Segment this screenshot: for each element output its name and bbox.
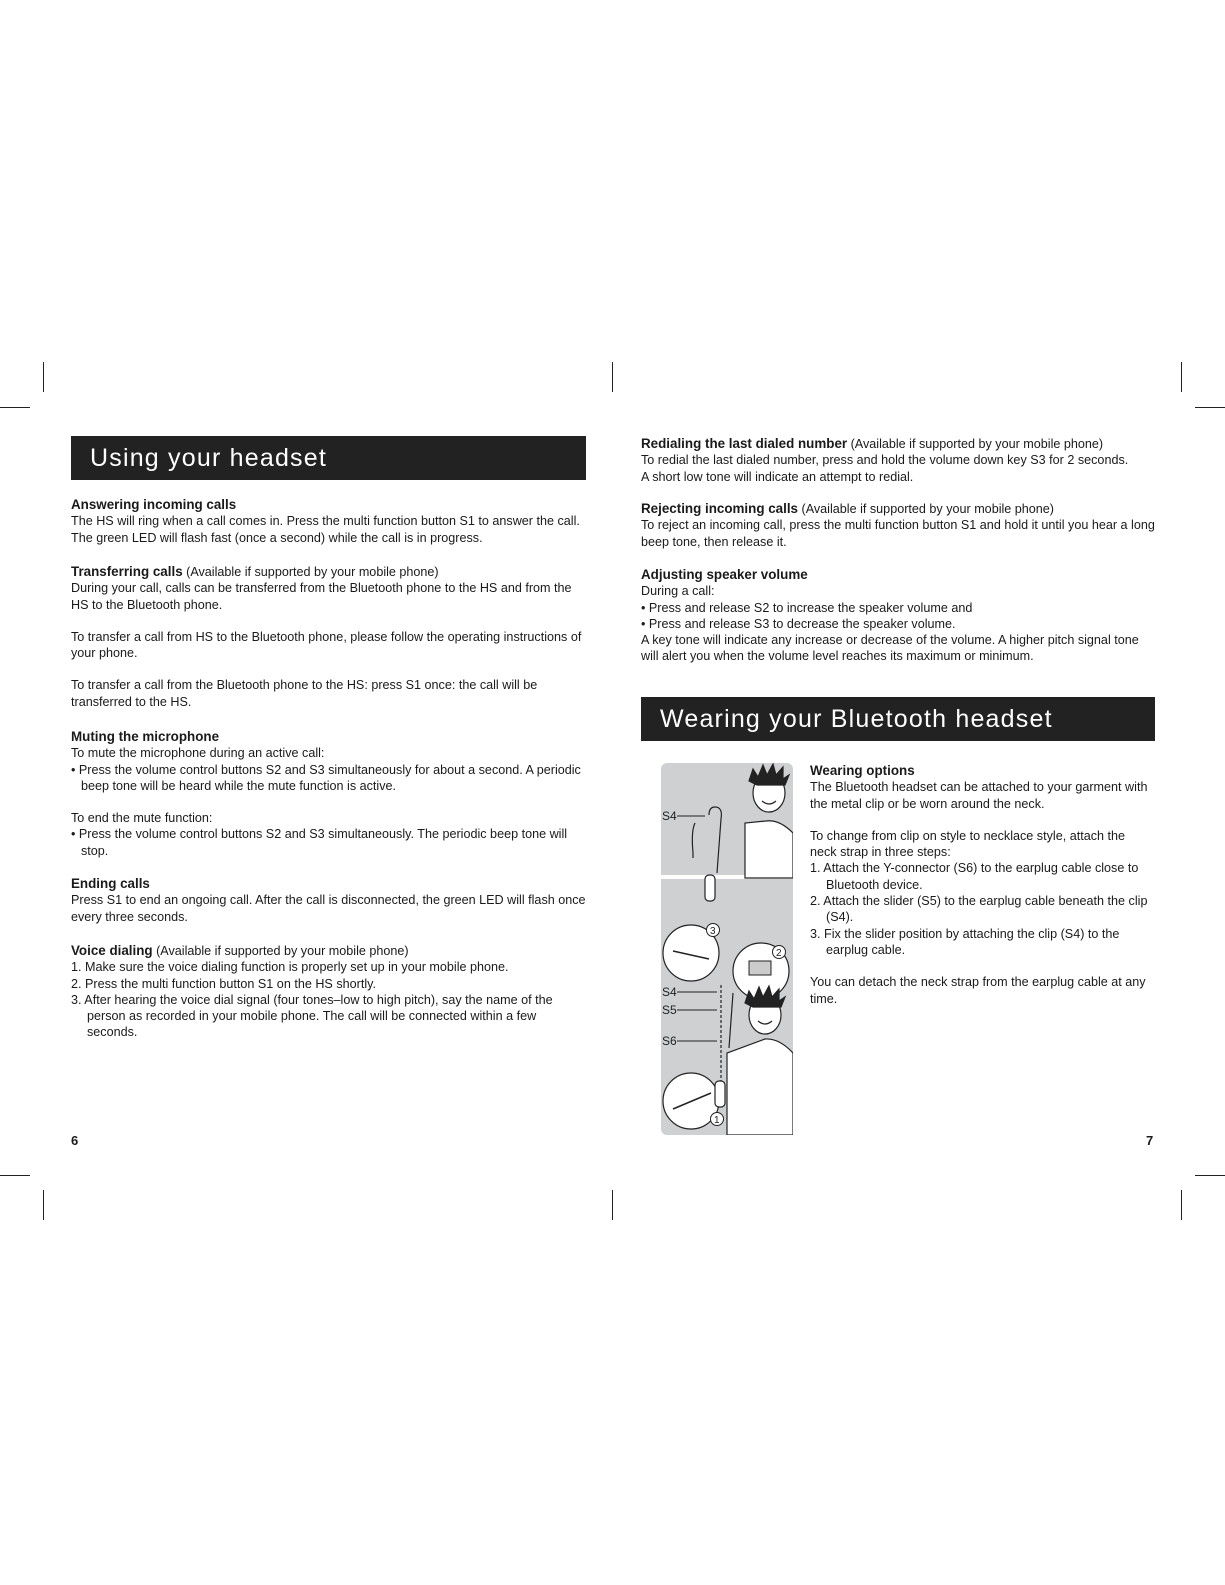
wearing-p3: You can detach the neck strap from the earplug cable at any time. bbox=[810, 975, 1146, 1006]
volume-bullet: • Press and release S3 to decrease the speaker volume. bbox=[641, 616, 956, 631]
section-banner: Using your headset bbox=[71, 436, 586, 480]
reject-section bbox=[641, 501, 1155, 550]
section-banner: Wearing your Bluetooth headset bbox=[641, 697, 1155, 741]
crop-mark bbox=[1195, 1175, 1225, 1176]
transferring-p3: To transfer a call from the Bluetooth phone to the HS: press S1 once: the call will be transferred to the HS. bbox=[71, 678, 538, 709]
step-number-1: 1 bbox=[714, 1115, 720, 1126]
redial-p1: To redial the last dialed number, press and hold the volume down key S3 for 2 seconds. bbox=[641, 453, 1129, 468]
redial-title: Redialing the last dialed number bbox=[641, 436, 848, 451]
transferring-note: (Available if supported by your mobile phone) bbox=[186, 565, 439, 579]
crop-mark bbox=[1181, 362, 1182, 392]
voice-section bbox=[71, 943, 586, 1041]
voice-step: 1. Make sure the voice dialing function is properly set up in your mobile phone. bbox=[71, 960, 509, 975]
crop-mark bbox=[0, 407, 30, 408]
volume-title: Adjusting speaker volume bbox=[641, 567, 808, 582]
volume-bullet: • Press and release S2 to increase the speaker volume and bbox=[641, 600, 973, 615]
wearing-section bbox=[810, 763, 1155, 1007]
step-number-3: 3 bbox=[710, 926, 716, 937]
label-s5: S5 bbox=[662, 1003, 677, 1017]
label-s6: S6 bbox=[662, 1034, 677, 1048]
answering-title: Answering incoming calls bbox=[71, 497, 237, 512]
transferring-p2: To transfer a call from HS to the Bluetooth phone, please follow the operating instructions of your phone. bbox=[71, 629, 582, 661]
page-number-left: 6 bbox=[71, 1133, 79, 1148]
headset-device-top bbox=[705, 875, 715, 901]
wearing-title: Wearing options bbox=[810, 763, 915, 778]
voice-note: (Available if supported by your mobile phone) bbox=[156, 944, 409, 958]
crop-mark bbox=[43, 362, 44, 392]
reject-title: Rejecting incoming calls bbox=[641, 501, 799, 516]
transferring-section bbox=[71, 564, 586, 710]
volume-text: A key tone will indicate any increase or decrease of the volume. A higher pitch signal tone will alert you when the volume level reaches its maximum or minimum. bbox=[641, 633, 1139, 664]
voice-step: 2. Press the multi function button S1 on the HS shortly. bbox=[71, 976, 376, 991]
wearing-p2: To change from clip on style to necklace style, attach the neck strap in three steps: bbox=[810, 828, 1126, 860]
crop-mark bbox=[1181, 1190, 1182, 1220]
volume-intro: During a call: bbox=[641, 584, 715, 599]
crop-mark bbox=[612, 1190, 613, 1220]
redial-note: (Available if supported by your mobile phone) bbox=[850, 437, 1104, 451]
mute-end-intro: To end the mute function: bbox=[71, 811, 213, 826]
crop-mark bbox=[43, 1190, 44, 1220]
crop-mark bbox=[0, 1175, 30, 1176]
crop-mark bbox=[1195, 407, 1225, 408]
step-number-2: 2 bbox=[776, 948, 782, 959]
transferring-p1: During your call, calls can be transferred from the Bluetooth phone to the HS and from the HS to the Bluetooth phone. bbox=[71, 581, 572, 612]
reject-note: (Available if supported by your mobile phone) bbox=[801, 502, 1055, 516]
voice-step: 3. After hearing the voice dial signal (four tones–low to high pitch), say the name of the person as recorded in your mobile phone. The call will be connected within a few seconds. bbox=[71, 992, 553, 1040]
ending-title: Ending calls bbox=[71, 876, 150, 891]
wearing-p1: The Bluetooth headset can be attached to your garment with the metal clip or be worn around the neck. bbox=[810, 780, 1148, 811]
label-s4: S4 bbox=[662, 809, 677, 823]
answering-section bbox=[71, 497, 586, 546]
wearing-step: 2. Attach the slider (S5) to the earplug cable beneath the clip (S4). bbox=[810, 894, 1148, 925]
voice-title: Voice dialing bbox=[71, 943, 153, 958]
headset-device-bottom bbox=[715, 1081, 725, 1107]
wearing-step: 3. Fix the slider position by attaching the clip (S4) to the earplug cable. bbox=[810, 926, 1120, 957]
muting-bullet: • Press the volume control buttons S2 and S3 simultaneously for about a second. A periodic beep tone will be heard while the mute function is active. bbox=[71, 762, 581, 793]
answering-text: The HS will ring when a call comes in. Press the multi function button S1 to answer the call. The green LED will flash fast (once a second) while the call is in progress. bbox=[71, 514, 580, 545]
reject-text: To reject an incoming call, press the multi function button S1 and hold it until you hear a long beep tone, then release it. bbox=[641, 518, 1155, 549]
mute-end-bullet: • Press the volume control buttons S2 and S3 simultaneously. The periodic beep tone will stop. bbox=[71, 827, 568, 858]
muting-intro: To mute the microphone during an active call: bbox=[71, 746, 325, 761]
redial-p2: A short low tone will indicate an attempt to redial. bbox=[641, 469, 914, 484]
volume-section bbox=[641, 567, 1155, 665]
crop-mark bbox=[612, 362, 613, 392]
wearing-step: 1. Attach the Y-connector (S6) to the earplug cable close to Bluetooth device. bbox=[810, 861, 1139, 892]
page-number-right: 7 bbox=[1146, 1133, 1154, 1148]
headset-illustration bbox=[661, 763, 793, 1135]
redial-section bbox=[641, 436, 1155, 485]
transferring-title: Transferring calls bbox=[71, 564, 183, 579]
muting-section bbox=[71, 729, 586, 859]
ending-text: Press S1 to end an ongoing call. After the call is disconnected, the green LED will flash once every three seconds. bbox=[71, 893, 586, 924]
ending-section bbox=[71, 876, 586, 925]
label-s4: S4 bbox=[662, 985, 677, 999]
muting-title: Muting the microphone bbox=[71, 729, 220, 744]
